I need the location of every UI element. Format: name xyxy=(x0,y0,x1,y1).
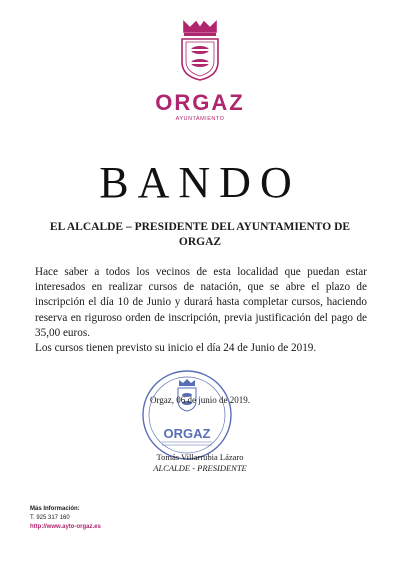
document-heading: EL ALCALDE – PRESIDENTE DEL AYUNTAMIENTO DE ORGAZ xyxy=(49,221,351,248)
official-stamp xyxy=(140,368,234,462)
document-title: BANDO xyxy=(99,158,301,207)
footer-website-link[interactable]: http://www.ayto-orgaz.es xyxy=(30,524,101,530)
signature-name: Tomás Villarrubia Lázaro xyxy=(156,452,244,462)
document-body xyxy=(35,265,367,356)
signature-role: ALCALDE - PRESIDENTE xyxy=(153,463,247,473)
stamp-text: ORGAZ xyxy=(163,426,211,441)
logo-wordmark: ORGAZ xyxy=(155,90,245,115)
footer-label: Más Información: xyxy=(30,506,80,512)
body-paragraph: Los cursos tienen previsto su inicio el día 24 de Junio de 2019. xyxy=(35,342,317,355)
signature-date: Orgaz, 06 de junio de 2019. xyxy=(149,395,251,405)
footer-contact xyxy=(30,505,101,532)
logo-subtitle: AYUNTAMIENTO xyxy=(175,116,225,122)
coat-of-arms-logo xyxy=(176,20,224,82)
footer-phone: T. 925 317 160 xyxy=(30,515,70,521)
body-paragraph: Hace saber a todos los vecinos de esta localidad que puedan estar interesados en realizar cursos de natación, que se abre el plazo de inscripción el día 10 de Junio y durará hasta completar cursos, haciendo reserva en riguroso orden de inscripción, previa justificación del pago de 35,00 euros. xyxy=(35,266,367,339)
